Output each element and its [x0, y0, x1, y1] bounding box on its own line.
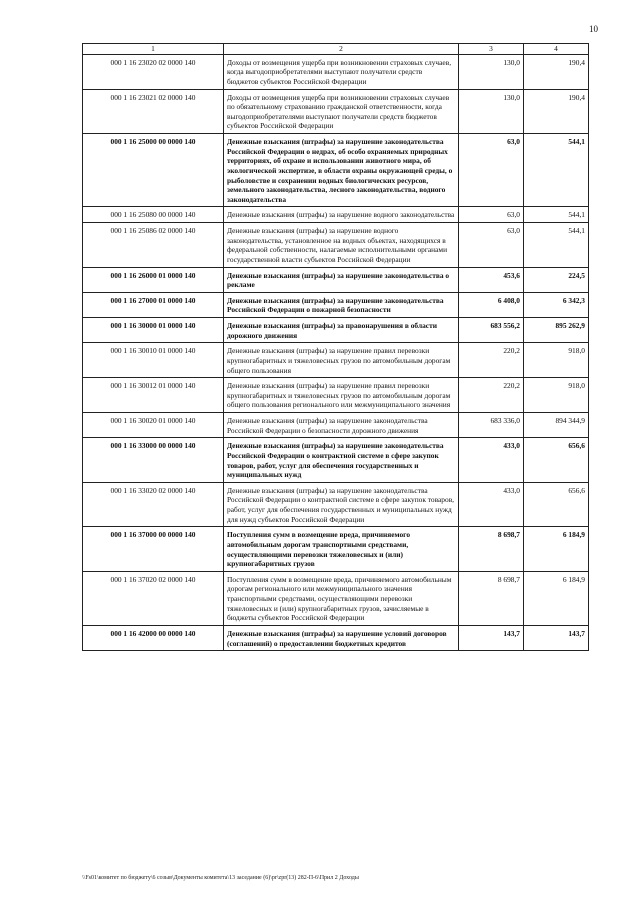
row-value-col3: 8 698,7 — [459, 527, 524, 572]
row-code: 000 1 16 25086 02 0000 140 — [83, 223, 224, 268]
row-code: 000 1 16 37020 02 0000 140 — [83, 571, 224, 625]
row-description: Денежные взыскания (штрафы) за нарушение законодательства Российской Федерации о контрактной системе в сфере закупок товаров, работ, услуг для обеспечения государственных и муниципальных нужд для нужд субъектов Российской Федерации — [224, 482, 459, 527]
row-value-col3: 683 336,0 — [459, 413, 524, 438]
table-row — [83, 134, 589, 207]
row-code: 000 1 16 30000 01 0000 140 — [83, 318, 224, 343]
row-value-col3: 130,0 — [459, 54, 524, 89]
table-row — [83, 292, 589, 317]
table-row — [83, 413, 589, 438]
row-value-col4: 190,4 — [524, 54, 589, 89]
table-row — [83, 223, 589, 268]
row-description: Денежные взыскания (штрафы) за нарушение условий договоров (соглашений) о предоставлении бюджетных кредитов — [224, 625, 459, 650]
row-value-col4: 894 344,9 — [524, 413, 589, 438]
row-value-col3: 683 556,2 — [459, 318, 524, 343]
row-description: Денежные взыскания (штрафы) за нарушение законодательства Российской Федерации о недрах, об особо охраняемых природных территориях, об охране и использовании животного мира, об экологической экспертизе, в области охраны окружающей среды, о рыболовстве и сохранении водных биологических ресурсов, земельного законодательства, лесного законодательства, водного законодательства — [224, 134, 459, 207]
row-description: Денежные взыскания (штрафы) за нарушение водного законодательства — [224, 207, 459, 223]
column-header-3: 3 — [459, 44, 524, 55]
row-value-col4: 918,0 — [524, 378, 589, 413]
row-value-col4: 895 262,9 — [524, 318, 589, 343]
row-code: 000 1 16 26000 01 0000 140 — [83, 267, 224, 292]
row-description: Денежные взыскания (штрафы) за нарушение законодательства Российской Федерации о безопасности дорожного движения — [224, 413, 459, 438]
table-row — [83, 89, 589, 134]
table-header-row — [83, 44, 589, 55]
row-description: Доходы от возмещения ущерба при возникновении страховых случаев, когда выгодоприобретателями выступают получатели средств бюджетов субъектов Российской Федерации — [224, 54, 459, 89]
row-description: Денежные взыскания (штрафы) за нарушение законодательства Российской Федерации о контрактной системе в сфере закупок товаров, работ, услуг для обеспечения государственных и муниципальных нужд — [224, 438, 459, 483]
table-row — [83, 207, 589, 223]
table-row — [83, 571, 589, 625]
table-row — [83, 318, 589, 343]
table-row — [83, 482, 589, 527]
row-code: 000 1 16 23021 02 0000 140 — [83, 89, 224, 134]
row-value-col3: 63,0 — [459, 134, 524, 207]
table-row — [83, 343, 589, 378]
row-value-col4: 544,1 — [524, 207, 589, 223]
row-value-col3: 8 698,7 — [459, 571, 524, 625]
table-row — [83, 625, 589, 650]
row-value-col3: 220,2 — [459, 343, 524, 378]
row-code: 000 1 16 33020 02 0000 140 — [83, 482, 224, 527]
table-row — [83, 54, 589, 89]
row-value-col3: 433,0 — [459, 438, 524, 483]
row-value-col3: 453,6 — [459, 267, 524, 292]
row-description: Денежные взыскания (штрафы) за нарушение правил перевозки крупногабаритных и тяжеловесных грузов по автомобильным дорогам общего пользования — [224, 343, 459, 378]
table-row — [83, 267, 589, 292]
row-code: 000 1 16 25080 00 0000 140 — [83, 207, 224, 223]
row-code: 000 1 16 25000 00 0000 140 — [83, 134, 224, 207]
row-code: 000 1 16 33000 00 0000 140 — [83, 438, 224, 483]
row-value-col4: 544,1 — [524, 223, 589, 268]
row-value-col4: 544,1 — [524, 134, 589, 207]
row-code: 000 1 16 42000 00 0000 140 — [83, 625, 224, 650]
table-row — [83, 378, 589, 413]
row-code: 000 1 16 37000 00 0000 140 — [83, 527, 224, 572]
file-path-footer: \\Fs01\комитет по бюджету\6 созыв\Документы комитета\13 заседание (6)\pr\zpr(13) 282-П-6\Прил 2 Доходы — [82, 875, 359, 881]
row-value-col4: 918,0 — [524, 343, 589, 378]
row-value-col3: 63,0 — [459, 207, 524, 223]
row-value-col3: 63,0 — [459, 223, 524, 268]
row-value-col3: 130,0 — [459, 89, 524, 134]
row-value-col4: 656,6 — [524, 482, 589, 527]
column-header-1: 1 — [83, 44, 224, 55]
row-value-col3: 220,2 — [459, 378, 524, 413]
row-value-col3: 6 408,0 — [459, 292, 524, 317]
column-header-4: 4 — [524, 44, 589, 55]
row-value-col3: 143,7 — [459, 625, 524, 650]
row-description: Денежные взыскания (штрафы) за нарушение водного законодательства, установленное на водных объектах, находящихся в федеральной собственности, налагаемые исполнительными органами государственной власти субъектов Российской Федерации — [224, 223, 459, 268]
row-code: 000 1 16 30020 01 0000 140 — [83, 413, 224, 438]
row-value-col4: 6 184,9 — [524, 571, 589, 625]
table-row — [83, 527, 589, 572]
row-code: 000 1 16 23020 02 0000 140 — [83, 54, 224, 89]
row-value-col4: 190,4 — [524, 89, 589, 134]
row-description: Денежные взыскания (штрафы) за нарушение правил перевозки крупногабаритных и тяжеловесных грузов по автомобильным дорогам общего пользования регионального или межмуниципального значения — [224, 378, 459, 413]
row-value-col4: 656,6 — [524, 438, 589, 483]
row-description: Денежные взыскания (штрафы) за нарушение законодательства о рекламе — [224, 267, 459, 292]
row-description: Поступления сумм в возмещение вреда, причиняемого автомобильным дорогам регионального или межмуниципального значения транспортными средствами, осуществляющими перевозки тяжеловесных и (или) крупногабаритных грузов, зачисляемые в бюджеты субъектов Российской Федерации — [224, 571, 459, 625]
revenue-table — [82, 43, 589, 651]
page-number: 10 — [589, 24, 598, 34]
row-description: Поступления сумм в возмещение вреда, причиняемого автомобильным дорогам транспортными средствами, осуществляющими перевозки тяжеловесных и (или) крупногабаритных грузов — [224, 527, 459, 572]
row-value-col4: 224,5 — [524, 267, 589, 292]
row-description: Денежные взыскания (штрафы) за правонарушения в области дорожного движения — [224, 318, 459, 343]
row-value-col4: 6 184,9 — [524, 527, 589, 572]
row-value-col4: 143,7 — [524, 625, 589, 650]
row-code: 000 1 16 30010 01 0000 140 — [83, 343, 224, 378]
row-code: 000 1 16 30012 01 0000 140 — [83, 378, 224, 413]
column-header-2: 2 — [224, 44, 459, 55]
row-description: Доходы от возмещения ущерба при возникновении страховых случаев по обязательному страхованию гражданской ответственности, когда выгодоприобретателями выступают получатели средств бюджетов субъектов Российской Федерации — [224, 89, 459, 134]
row-code: 000 1 16 27000 01 0000 140 — [83, 292, 224, 317]
row-description: Денежные взыскания (штрафы) за нарушение законодательства Российской Федерации о пожарной безопасности — [224, 292, 459, 317]
row-value-col4: 6 342,3 — [524, 292, 589, 317]
row-value-col3: 433,0 — [459, 482, 524, 527]
table-row — [83, 438, 589, 483]
